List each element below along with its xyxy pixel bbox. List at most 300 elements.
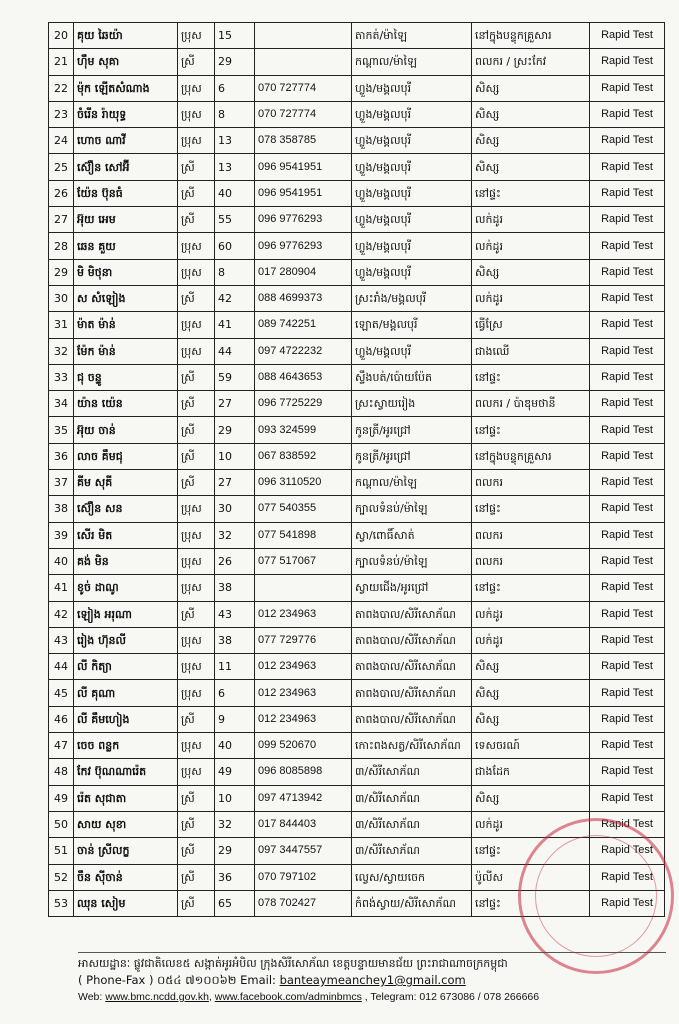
table-row xyxy=(49,680,665,706)
address-cell: ស្រះស្វាយរៀង xyxy=(352,391,472,417)
person-age-cell: 29 xyxy=(215,838,255,864)
person-sex-cell: ប្រុស xyxy=(178,75,215,101)
row-number-cell: 45 xyxy=(49,680,74,706)
phone-number-cell: 078 702427 xyxy=(255,890,352,916)
phone-number-cell: 097 3447557 xyxy=(255,838,352,864)
footer-website-link[interactable]: www.bmc.ncdd.gov.kh xyxy=(105,991,209,1003)
person-age-cell: 41 xyxy=(215,312,255,338)
person-sex-cell: ប្រុស xyxy=(178,680,215,706)
address-cell: ល្វេស/ស្វាយចេក xyxy=(352,864,472,890)
person-sex-cell: ប្រុស xyxy=(178,759,215,785)
test-type-cell: Rapid Test xyxy=(590,811,665,837)
phone-number-cell: 097 4713942 xyxy=(255,785,352,811)
table-row xyxy=(49,49,665,75)
person-name-cell: ចំរើន រ៉ាយុទ្ធ xyxy=(74,101,178,127)
table-row xyxy=(49,522,665,548)
phone-number-cell: 096 7725229 xyxy=(255,391,352,417)
occupation-cell: សិស្ស xyxy=(472,154,590,180)
person-sex-cell: ស្រី xyxy=(178,49,215,75)
row-number-cell: 53 xyxy=(49,890,74,916)
test-type-cell: Rapid Test xyxy=(590,575,665,601)
occupation-cell: នៅក្នុងបន្ទុកគ្រួសារ xyxy=(472,443,590,469)
row-number-cell: 48 xyxy=(49,759,74,785)
person-name-cell: លី គឹមហៀង xyxy=(74,706,178,732)
table-row xyxy=(49,785,665,811)
address-cell: តាពងបាល/សិរីសោភ័ណ xyxy=(352,680,472,706)
person-age-cell: 13 xyxy=(215,154,255,180)
person-name-cell: លី កិត្យា xyxy=(74,654,178,680)
person-sex-cell: ប្រុស xyxy=(178,338,215,364)
address-cell: ហ្លួង/មង្គលបុរី xyxy=(352,154,472,180)
address-cell: កណ្ដាល/ម៉ាឡៃ xyxy=(352,49,472,75)
table-row xyxy=(49,180,665,206)
phone-number-cell xyxy=(255,49,352,75)
phone-number-cell: 097 4722232 xyxy=(255,338,352,364)
address-cell: កូនត្រី/អូរជ្រៅ xyxy=(352,417,472,443)
row-number-cell: 27 xyxy=(49,207,74,233)
person-sex-cell: ប្រុស xyxy=(178,548,215,574)
row-number-cell: 34 xyxy=(49,391,74,417)
footer-web: Web: www.bmc.ncdd.gov.kh, www.facebook.com/adminbmcs , Telegram: 012 673086 / 078 266666 xyxy=(78,991,540,1003)
occupation-cell: សិស្ស xyxy=(472,101,590,127)
row-number-cell: 43 xyxy=(49,627,74,653)
address-cell: ស្វា/ពោធិ៍សាត់ xyxy=(352,522,472,548)
test-type-cell: Rapid Test xyxy=(590,496,665,522)
person-sex-cell: ស្រី xyxy=(178,391,215,417)
table-row xyxy=(49,101,665,127)
person-sex-cell: ស្រី xyxy=(178,285,215,311)
person-age-cell: 6 xyxy=(215,75,255,101)
test-type-cell: Rapid Test xyxy=(590,154,665,180)
phone-number-cell: 099 520670 xyxy=(255,733,352,759)
phone-number-cell: 096 9776293 xyxy=(255,207,352,233)
person-sex-cell: ស្រី xyxy=(178,154,215,180)
row-number-cell: 25 xyxy=(49,154,74,180)
occupation-cell: នៅផ្ទះ xyxy=(472,890,590,916)
table-row xyxy=(49,811,665,837)
row-number-cell: 31 xyxy=(49,312,74,338)
occupation-cell: សិស្ស xyxy=(472,680,590,706)
person-age-cell: 65 xyxy=(215,890,255,916)
person-age-cell: 38 xyxy=(215,627,255,653)
occupation-cell: សិស្ស xyxy=(472,259,590,285)
table-row xyxy=(49,259,665,285)
table-row xyxy=(49,233,665,259)
row-number-cell: 29 xyxy=(49,259,74,285)
test-type-cell: Rapid Test xyxy=(590,364,665,390)
test-type-cell: Rapid Test xyxy=(590,101,665,127)
phone-number-cell: 096 8085898 xyxy=(255,759,352,785)
table-row xyxy=(49,496,665,522)
address-cell: ក្បាលទំនប់/ម៉ាឡៃ xyxy=(352,496,472,522)
occupation-cell: លក់ដូរ xyxy=(472,601,590,627)
phone-number-cell: 070 727774 xyxy=(255,75,352,101)
person-age-cell: 30 xyxy=(215,496,255,522)
person-age-cell: 40 xyxy=(215,180,255,206)
row-number-cell: 41 xyxy=(49,575,74,601)
occupation-cell: លក់ដូរ xyxy=(472,233,590,259)
test-type-cell: Rapid Test xyxy=(590,285,665,311)
occupation-cell: លក់ដូរ xyxy=(472,627,590,653)
address-cell: ហ្លួង/មង្គលបុរី xyxy=(352,338,472,364)
address-cell: កោះពងសត្វ/សិរីសោភ័ណ xyxy=(352,733,472,759)
person-name-cell: លី គុណា xyxy=(74,680,178,706)
table-row xyxy=(49,601,665,627)
phone-number-cell: 096 3110520 xyxy=(255,470,352,496)
row-number-cell: 24 xyxy=(49,128,74,154)
test-type-cell: Rapid Test xyxy=(590,49,665,75)
row-number-cell: 49 xyxy=(49,785,74,811)
phone-number-cell: 077 541898 xyxy=(255,522,352,548)
person-sex-cell: ស្រី xyxy=(178,470,215,496)
person-age-cell: 8 xyxy=(215,101,255,127)
phone-number-cell: 012 234963 xyxy=(255,601,352,627)
address-cell: ក្បាលទំនប់/ម៉ាឡៃ xyxy=(352,548,472,574)
row-number-cell: 21 xyxy=(49,49,74,75)
person-age-cell: 29 xyxy=(215,49,255,75)
person-sex-cell: ស្រី xyxy=(178,706,215,732)
phone-number-cell: 096 9776293 xyxy=(255,233,352,259)
person-name-cell: ឆេន គួយ xyxy=(74,233,178,259)
person-name-cell: គុយ ឆៃយ៉ា xyxy=(74,23,178,49)
person-age-cell: 36 xyxy=(215,864,255,890)
person-name-cell: មិ មិថុនា xyxy=(74,259,178,285)
person-name-cell: ហោច ណាវី xyxy=(74,128,178,154)
test-type-cell: Rapid Test xyxy=(590,733,665,759)
person-name-cell: ហ៊ឹម សុគា xyxy=(74,49,178,75)
phone-number-cell: 012 234963 xyxy=(255,706,352,732)
row-number-cell: 50 xyxy=(49,811,74,837)
test-type-cell: Rapid Test xyxy=(590,601,665,627)
person-name-cell: ម៉ុក ឡើតសំណាង xyxy=(74,75,178,101)
person-age-cell: 40 xyxy=(215,733,255,759)
person-age-cell: 60 xyxy=(215,233,255,259)
table-row xyxy=(49,575,665,601)
person-name-cell: ស៊ឿន សៅអ៊ី xyxy=(74,154,178,180)
test-type-cell: Rapid Test xyxy=(590,338,665,364)
address-cell: តាពងបាល/សិរីសោភ័ណ xyxy=(352,706,472,732)
table-row xyxy=(49,364,665,390)
person-sex-cell: ស្រី xyxy=(178,443,215,469)
occupation-cell: លក់ដូរ xyxy=(472,811,590,837)
test-type-cell: Rapid Test xyxy=(590,864,665,890)
phone-number-cell: 088 4699373 xyxy=(255,285,352,311)
address-cell: កូនត្រី/អូរជ្រៅ xyxy=(352,443,472,469)
phone-number-cell xyxy=(255,23,352,49)
person-age-cell: 10 xyxy=(215,443,255,469)
person-sex-cell: ប្រុស xyxy=(178,496,215,522)
phone-number-cell: 077 517067 xyxy=(255,548,352,574)
phone-number-cell: 070 797102 xyxy=(255,864,352,890)
table-row xyxy=(49,338,665,364)
person-age-cell: 29 xyxy=(215,417,255,443)
test-type-cell: Rapid Test xyxy=(590,180,665,206)
person-name-cell: ឡៀង អរុណា xyxy=(74,601,178,627)
person-age-cell: 11 xyxy=(215,654,255,680)
person-name-cell: ចឹន ស៊ីចាន់ xyxy=(74,864,178,890)
row-number-cell: 26 xyxy=(49,180,74,206)
person-age-cell: 15 xyxy=(215,23,255,49)
occupation-cell: នៅផ្ទះ xyxy=(472,575,590,601)
row-number-cell: 52 xyxy=(49,864,74,890)
row-number-cell: 22 xyxy=(49,75,74,101)
test-type-cell: Rapid Test xyxy=(590,23,665,49)
person-name-cell: រៀង ហ៊ុនលី xyxy=(74,627,178,653)
row-number-cell: 20 xyxy=(49,23,74,49)
person-age-cell: 38 xyxy=(215,575,255,601)
row-number-cell: 33 xyxy=(49,364,74,390)
occupation-cell: ពលករ xyxy=(472,470,590,496)
footer-web-label: Web: xyxy=(78,991,106,1003)
address-cell: ហ្លួង/មង្គលបុរី xyxy=(352,259,472,285)
address-cell: ហ្លួង/មង្គលបុរី xyxy=(352,128,472,154)
person-name-cell: អ៊ុយ ចាន់ xyxy=(74,417,178,443)
test-type-cell: Rapid Test xyxy=(590,785,665,811)
person-age-cell: 32 xyxy=(215,522,255,548)
person-sex-cell: ប្រុស xyxy=(178,733,215,759)
row-number-cell: 51 xyxy=(49,838,74,864)
address-cell: តាកត់/ម៉ាឡៃ xyxy=(352,23,472,49)
phone-number-cell: 077 729776 xyxy=(255,627,352,653)
footer-phone: ( Phone-Fax ) ០៥៤ ៧១០០៦២ Email: xyxy=(78,973,280,987)
row-number-cell: 32 xyxy=(49,338,74,364)
table-row xyxy=(49,733,665,759)
occupation-cell: លក់ដូរ xyxy=(472,207,590,233)
row-number-cell: 37 xyxy=(49,470,74,496)
footer-telegram: , Telegram: 012 673086 / 078 266666 xyxy=(361,991,540,1003)
occupation-cell: ជាងឈើ xyxy=(472,338,590,364)
person-age-cell: 42 xyxy=(215,285,255,311)
row-number-cell: 46 xyxy=(49,706,74,732)
phone-number-cell: 012 234963 xyxy=(255,654,352,680)
table-row xyxy=(49,312,665,338)
address-cell: ហ្លួង/មង្គលបុរី xyxy=(352,75,472,101)
phone-number-cell: 070 727774 xyxy=(255,101,352,127)
address-cell: កំពង់ស្វាយ/សិរីសោភ័ណ xyxy=(352,890,472,916)
footer-contact xyxy=(78,972,668,989)
person-name-cell: ជុ ចន្ទូ xyxy=(74,364,178,390)
phone-number-cell: 088 4643653 xyxy=(255,364,352,390)
occupation-cell: ពលករ xyxy=(472,548,590,574)
address-cell: តាពងបាល/សិរីសោភ័ណ xyxy=(352,627,472,653)
person-name-cell: គង់ មិន xyxy=(74,548,178,574)
person-sex-cell: ស្រី xyxy=(178,601,215,627)
table-row xyxy=(49,75,665,101)
person-sex-cell: ស្រី xyxy=(178,364,215,390)
person-name-cell: ម៉ាត ម៉ាន់ xyxy=(74,312,178,338)
row-number-cell: 40 xyxy=(49,548,74,574)
person-sex-cell: ប្រុស xyxy=(178,575,215,601)
address-cell: ហ្លួង/មង្គលបុរី xyxy=(352,233,472,259)
test-type-cell: Rapid Test xyxy=(590,548,665,574)
person-sex-cell: ស្រី xyxy=(178,864,215,890)
person-age-cell: 32 xyxy=(215,811,255,837)
person-name-cell: សាយ សុខា xyxy=(74,811,178,837)
person-sex-cell: ប្រុស xyxy=(178,128,215,154)
person-age-cell: 9 xyxy=(215,706,255,732)
table-row xyxy=(49,548,665,574)
address-cell: ៣/សិរីសោភ័ណ xyxy=(352,811,472,837)
person-name-cell: កែវ ប៊ុណណារ៉េត xyxy=(74,759,178,785)
phone-number-cell: 089 742251 xyxy=(255,312,352,338)
test-type-cell: Rapid Test xyxy=(590,522,665,548)
table-row xyxy=(49,391,665,417)
table-row xyxy=(49,23,665,49)
occupation-cell: ជាងដែក xyxy=(472,759,590,785)
person-sex-cell: ស្រី xyxy=(178,785,215,811)
person-age-cell: 44 xyxy=(215,338,255,364)
address-cell: ហ្លួង/មង្គលបុរី xyxy=(352,180,472,206)
row-number-cell: 42 xyxy=(49,601,74,627)
row-number-cell: 47 xyxy=(49,733,74,759)
phone-number-cell: 093 324599 xyxy=(255,417,352,443)
person-name-cell: អ៊ុយ អេម xyxy=(74,207,178,233)
person-sex-cell: ប្រុស xyxy=(178,233,215,259)
table-row xyxy=(49,759,665,785)
test-type-cell: Rapid Test xyxy=(590,259,665,285)
test-type-cell: Rapid Test xyxy=(590,759,665,785)
person-age-cell: 8 xyxy=(215,259,255,285)
address-cell: ៣/សិរីសោភ័ណ xyxy=(352,759,472,785)
test-type-cell: Rapid Test xyxy=(590,706,665,732)
person-age-cell: 55 xyxy=(215,207,255,233)
person-name-cell: សើរ មិត xyxy=(74,522,178,548)
row-number-cell: 36 xyxy=(49,443,74,469)
occupation-cell: នៅផ្ទះ xyxy=(472,838,590,864)
person-sex-cell: ប្រុស xyxy=(178,312,215,338)
footer-address: អាសយដ្ឋានៈ ផ្លូវជាតិលេខ៥ សង្កាត់អូរអំបិល ក្រុងសិរីសោភ័ណ ខេត្តបន្ទាយមានជ័យ ព្រះរាជាណាចក្រកម្ពុជា xyxy=(78,957,508,970)
person-name-cell: លាច គឹមជុ xyxy=(74,443,178,469)
row-number-cell: 35 xyxy=(49,417,74,443)
person-sex-cell: ប្រុស xyxy=(178,101,215,127)
test-type-cell: Rapid Test xyxy=(590,207,665,233)
table-body xyxy=(49,23,665,917)
row-number-cell: 44 xyxy=(49,654,74,680)
person-name-cell: ចេច ពន្លក xyxy=(74,733,178,759)
address-cell: ស្ទឹងបត់/ប៉ោយប៉ែត xyxy=(352,364,472,390)
occupation-cell: នៅផ្ទះ xyxy=(472,180,590,206)
table-row xyxy=(49,864,665,890)
address-cell: ហ្លួង/មង្គលបុរី xyxy=(352,101,472,127)
person-name-cell: ឈុន សៀម xyxy=(74,890,178,916)
person-sex-cell: ប្រុស xyxy=(178,627,215,653)
people-table xyxy=(48,22,665,917)
person-age-cell: 27 xyxy=(215,391,255,417)
table-row xyxy=(49,838,665,864)
person-age-cell: 10 xyxy=(215,785,255,811)
table-row xyxy=(49,154,665,180)
occupation-cell: ធ្វើស្រែ xyxy=(472,312,590,338)
footer xyxy=(78,955,668,1006)
occupation-cell: សិស្ស xyxy=(472,785,590,811)
test-type-cell: Rapid Test xyxy=(590,470,665,496)
occupation-cell: នៅក្នុងបន្ទុកគ្រួសារ xyxy=(472,23,590,49)
table-row xyxy=(49,443,665,469)
person-age-cell: 13 xyxy=(215,128,255,154)
person-name-cell: ស៊ឿន សន xyxy=(74,496,178,522)
person-sex-cell: ប្រុស xyxy=(178,522,215,548)
occupation-cell: នៅផ្ទះ xyxy=(472,364,590,390)
phone-number-cell: 096 9541951 xyxy=(255,180,352,206)
phone-number-cell: 067 838592 xyxy=(255,443,352,469)
person-age-cell: 26 xyxy=(215,548,255,574)
test-type-cell: Rapid Test xyxy=(590,680,665,706)
footer-divider xyxy=(78,952,666,953)
address-cell: តាពងបាល/សិរីសោភ័ណ xyxy=(352,601,472,627)
occupation-cell: ពលករ xyxy=(472,522,590,548)
person-name-cell: ស សំឡៀង xyxy=(74,285,178,311)
phone-number-cell: 077 540355 xyxy=(255,496,352,522)
person-name-cell: រ៉េត សុជាតា xyxy=(74,785,178,811)
occupation-cell: ពលករ / ប៉ាឌុមថានី xyxy=(472,391,590,417)
phone-number-cell: 017 280904 xyxy=(255,259,352,285)
test-type-cell: Rapid Test xyxy=(590,128,665,154)
table-row xyxy=(49,654,665,680)
table-row xyxy=(49,706,665,732)
address-cell: ៣/សិរីសោភ័ណ xyxy=(352,785,472,811)
person-age-cell: 43 xyxy=(215,601,255,627)
person-age-cell: 59 xyxy=(215,364,255,390)
table-row xyxy=(49,128,665,154)
address-cell: ស្វាយជើង/អូរជ្រៅ xyxy=(352,575,472,601)
person-name-cell: ម៉ែក ម៉ាន់ xyxy=(74,338,178,364)
phone-number-cell: 012 234963 xyxy=(255,680,352,706)
person-sex-cell: ស្រី xyxy=(178,207,215,233)
phone-number-cell: 096 9541951 xyxy=(255,154,352,180)
test-type-cell: Rapid Test xyxy=(590,312,665,338)
row-number-cell: 28 xyxy=(49,233,74,259)
phone-number-cell: 017 844403 xyxy=(255,811,352,837)
person-name-cell: យ៉ាន យ៉េន xyxy=(74,391,178,417)
address-cell: តាពងបាល/សិរីសោភ័ណ xyxy=(352,654,472,680)
person-sex-cell: ស្រី xyxy=(178,890,215,916)
person-name-cell: ខូច់ ដាណូ xyxy=(74,575,178,601)
occupation-cell: ប៉ូលីស xyxy=(472,864,590,890)
occupation-cell: សិស្ស xyxy=(472,75,590,101)
row-number-cell: 30 xyxy=(49,285,74,311)
phone-number-cell xyxy=(255,575,352,601)
person-name-cell: គីម សុគី xyxy=(74,470,178,496)
row-number-cell: 23 xyxy=(49,101,74,127)
person-age-cell: 49 xyxy=(215,759,255,785)
table-row xyxy=(49,285,665,311)
address-cell: ស្រះរាំង/មង្គលបុរី xyxy=(352,285,472,311)
test-type-cell: Rapid Test xyxy=(590,890,665,916)
table-row xyxy=(49,470,665,496)
person-sex-cell: ប្រុស xyxy=(178,23,215,49)
footer-email-link[interactable]: banteaymeanchey1@gmail.com xyxy=(279,973,466,987)
table-row xyxy=(49,627,665,653)
occupation-cell: ទេសចរណ៍ xyxy=(472,733,590,759)
person-name-cell: ចាន់ ស្រីលក្ខ xyxy=(74,838,178,864)
footer-facebook-link[interactable]: www.facebook.com/adminbmcs xyxy=(214,991,362,1003)
occupation-cell: សិស្ស xyxy=(472,706,590,732)
occupation-cell: សិស្ស xyxy=(472,128,590,154)
person-sex-cell: ប្រុស xyxy=(178,259,215,285)
table-row xyxy=(49,417,665,443)
occupation-cell: សិស្ស xyxy=(472,654,590,680)
address-cell: ៣/សិរីសោភ័ណ xyxy=(352,838,472,864)
test-type-cell: Rapid Test xyxy=(590,233,665,259)
person-sex-cell: ប្រុស xyxy=(178,654,215,680)
person-sex-cell: ស្រី xyxy=(178,417,215,443)
occupation-cell: នៅផ្ទះ xyxy=(472,417,590,443)
row-number-cell: 38 xyxy=(49,496,74,522)
person-age-cell: 27 xyxy=(215,470,255,496)
phone-number-cell: 078 358785 xyxy=(255,128,352,154)
test-type-cell: Rapid Test xyxy=(590,838,665,864)
table-row xyxy=(49,207,665,233)
